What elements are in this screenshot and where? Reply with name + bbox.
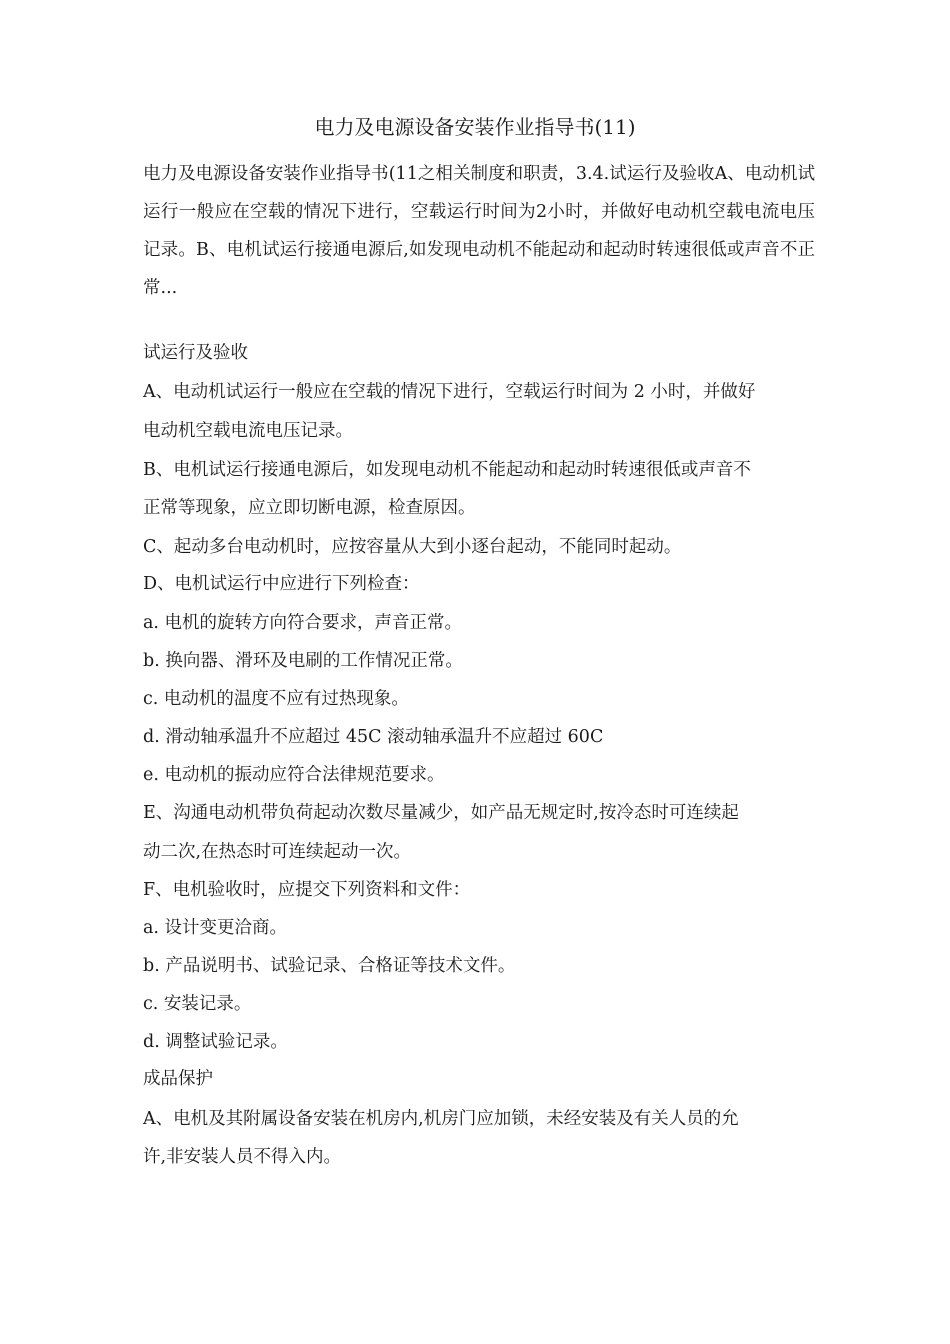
text-line: A、电动机试运行一般应在空载的情况下进行，空载运行时间为 2 小时，并做好 xyxy=(143,382,756,402)
text-line: E、沟通电动机带负荷起动次数尽量减少，如产品无规定时,按冷态时可连续起 xyxy=(143,803,739,823)
text-line: 正常等现象，应立即切断电源，检查原因。 xyxy=(143,498,476,518)
document-title: 电力及电源设备安装作业指导书(11) xyxy=(314,115,636,139)
text-line: 许,非安装人员不得入内。 xyxy=(143,1147,342,1167)
section-heading-product-protection: 成品保护 xyxy=(143,1069,213,1089)
text-line: D、电机试运行中应进行下列检查： xyxy=(143,574,420,594)
list-item: c. 电动机的温度不应有过热现象。 xyxy=(143,689,409,709)
summary-paragraph: 电力及电源设备安装作业指导书(11之相关制度和职责，3.4.试运行及验收A、电动机试运行一般应在空载的情况下进行，空载运行时间为2小时，并做好电动机空载电流电压记录。B、电机试运行接通电源后,如发现电动机不能起动和起动时转速很低或声音不正常... xyxy=(143,164,815,298)
list-item: b. 换向器、滑环及电刷的工作情况正常。 xyxy=(143,651,463,671)
text-line: F、电机验收时，应提交下列资料和文件： xyxy=(143,880,471,900)
list-item: e. 电动机的振动应符合法律规范要求。 xyxy=(143,765,445,785)
list-item: d. 调整试验记录。 xyxy=(143,1032,288,1052)
text-line: 电动机空载电流电压记录。 xyxy=(143,421,353,441)
list-item: b. 产品说明书、试验记录、合格证等技术文件。 xyxy=(143,956,516,976)
text-line: B、电机试运行接通电源后，如发现电动机不能起动和起动时转速很低或声音不 xyxy=(143,460,751,480)
text-line: A、电机及其附属设备安装在机房内,机房门应加锁，未经安装及有关人员的允 xyxy=(143,1109,739,1129)
text-line: C、起动多台电动机时，应按容量从大到小逐台起动，不能同时起动。 xyxy=(143,537,682,557)
list-item: c. 安装记录。 xyxy=(143,994,252,1014)
section-heading-trial-run: 试运行及验收 xyxy=(143,343,248,363)
list-item: d. 滑动轴承温升不应超过 45C 滚动轴承温升不应超过 60C xyxy=(143,727,604,747)
list-item: a. 设计变更洽商。 xyxy=(143,918,288,938)
list-item: a. 电机的旋转方向符合要求，声音正常。 xyxy=(143,613,463,633)
text-line: 动二次,在热态时可连续起动一次。 xyxy=(143,842,412,862)
